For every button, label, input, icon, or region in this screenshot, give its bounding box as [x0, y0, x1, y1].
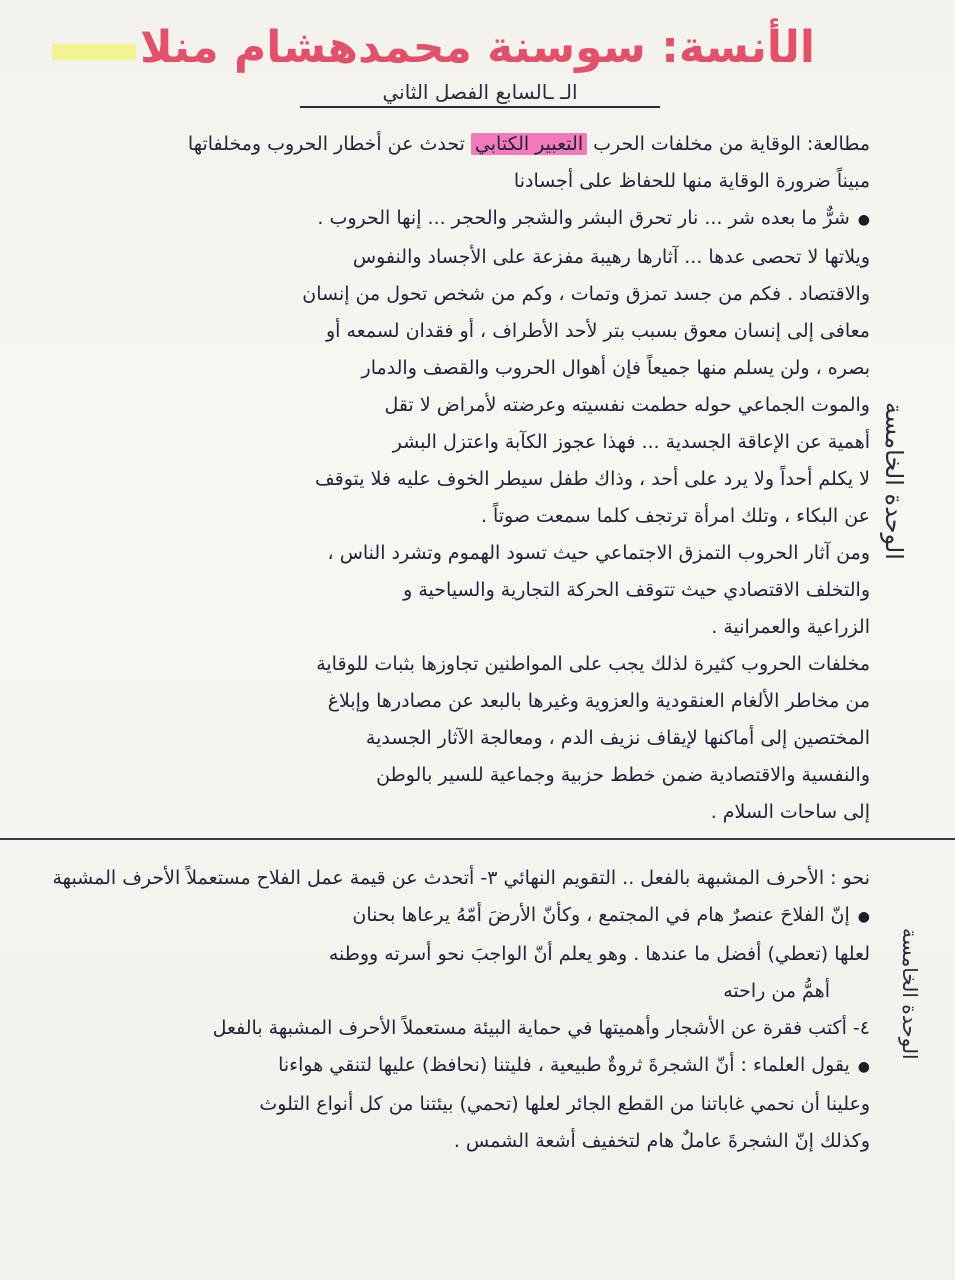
line-text: والنفسية والاقتصادية ضمن خطط حزبية وجماعية للسير بالوطن	[376, 764, 870, 786]
highlighted-heading: التعبير الكتابي	[471, 133, 587, 155]
line-text: المختصين إلى أماكنها لإيقاف نزيف الدم ، ومعالجة الآثار الجسدية	[365, 727, 870, 749]
page-subtitle: الـ ـالسابع الفصل الثاني	[300, 80, 660, 108]
line-text: أهمية عن الإعاقة الجسدية ... فهذا عجوز الكآبة واعتزل البشر	[392, 431, 870, 453]
line-text: بصره ، ولن يسلم منها جميعاً فإن أهوال الحروب والقصف والدمار	[361, 357, 870, 379]
text-line	[30, 860, 870, 897]
text-line	[30, 350, 870, 387]
section-divider	[0, 838, 955, 840]
text-line	[30, 239, 870, 276]
line-text: نحو : الأحرف المشبهة بالفعل .. التقويم النهائي ٣- أتحدث عن قيمة عمل الفلاح مستعملاً الأحرف المشبهة	[52, 867, 870, 889]
unit-side-label: الوحدة الخامسة	[880, 402, 908, 560]
line-text: والموت الجماعي حوله حطمت نفسيته وعرضته لأمراض لا تقل	[384, 394, 870, 416]
text-line	[30, 720, 870, 757]
unit-side-label-2: الوحدة الخامسة	[898, 928, 922, 1060]
text-line	[30, 1010, 870, 1047]
line-text: معافى إلى إنسان معوق بسبب بتر لأحد الأطراف ، أو فقدان لسمعه أو	[326, 320, 870, 342]
reading-section	[30, 126, 870, 831]
text-line	[30, 897, 870, 936]
line-text: لا يكلم أحداً ولا يرد على أحد ، وذاك طفل سيطر الخوف عليه فلا يتوقف	[314, 468, 870, 490]
text-line	[30, 936, 870, 973]
grammar-section	[30, 860, 870, 1160]
line-text: وكذلك إنّ الشجرةَ عاملٌ هام لتخفيف أشعة الشمس .	[453, 1130, 870, 1152]
text-line	[30, 313, 870, 350]
line-text: ٤- أكتب فقرة عن الأشجار وأهميتها في حماية البيئة مستعملاً الأحرف المشبهة بالفعل	[212, 1017, 870, 1039]
line-text: وعلينا أن نحمي غاباتنا من القطع الجائر لعلها (تحمي) بيئتنا من كل أنواع التلوث	[259, 1093, 870, 1115]
page-title: الأنسة: سوسنة محمدهشام منلا	[140, 22, 815, 73]
text-line	[30, 535, 870, 572]
text-line	[30, 757, 870, 794]
line-text: يقول العلماء : أنّ الشجرةَ ثروةٌ طبيعية ، فليتنا (نحافظ) عليها لتنقي هواءنا	[278, 1054, 850, 1076]
line-text: من مخاطر الألغام العنقودية والعزوية وغيرها بالبعد عن مصادرها وإبلاغ	[327, 690, 870, 712]
text-line	[30, 200, 870, 239]
line-text: ومن آثار الحروب التمزق الاجتماعي حيث تسود الهموم وتشرد الناس ،	[327, 542, 870, 564]
line-text: الزراعية والعمرانية .	[711, 616, 870, 638]
text-line	[30, 794, 870, 831]
text-line	[30, 387, 870, 424]
text-line	[30, 973, 870, 1010]
line-text: عن البكاء ، وتلك امرأة ترتجف كلما سمعت صوتاً .	[480, 505, 870, 527]
text-line	[30, 498, 870, 535]
line-text: شرٌّ ما بعده شر ... نار تحرق البشر والشجر والحجر ... إنها الحروب .	[317, 207, 850, 229]
text-line	[30, 683, 870, 720]
text-line	[30, 424, 870, 461]
line-text: مطالعة: الوقاية من مخلفات الحرب	[587, 133, 870, 155]
text-line	[30, 461, 870, 498]
line-text: أهمُّ من راحته	[723, 980, 830, 1002]
text-line	[30, 609, 870, 646]
line-text: إنّ الفلاحَ عنصرٌ هام في المجتمع ، وكأنّ الأرضَ أمّهُ يرعاها بحنان	[352, 904, 850, 926]
line-text: مخلفات الحروب كثيرة لذلك يجب على المواطنين تجاوزها بثبات للوقاية	[316, 653, 870, 675]
text-line	[30, 572, 870, 609]
text-line	[30, 126, 870, 163]
line-text: تحدث عن أخطار الحروب ومخلفاتها	[187, 133, 471, 155]
text-line	[30, 1086, 870, 1123]
text-line	[30, 276, 870, 313]
text-line	[30, 163, 870, 200]
line-text: والاقتصاد . فكم من جسد تمزق وتمات ، وكم من شخص تحول من إنسان	[302, 283, 870, 305]
line-text: لعلها (تعطي) أفضل ما عندها . وهو يعلم أنّ الواجبَ نحو أسرته ووطنه	[328, 943, 870, 965]
line-text: مبيناً ضرورة الوقاية منها للحفاظ على أجسادنا	[513, 170, 870, 192]
text-line	[30, 646, 870, 683]
line-text: ويلاتها لا تحصى عدها ... آثارها رهيبة مفزعة على الأجساد والنفوس	[352, 246, 870, 268]
line-text: والتخلف الاقتصادي حيث تتوقف الحركة التجارية والسياحية و	[403, 579, 870, 601]
line-text: إلى ساحات السلام .	[710, 801, 870, 823]
text-line	[30, 1047, 870, 1086]
text-line	[30, 1123, 870, 1160]
